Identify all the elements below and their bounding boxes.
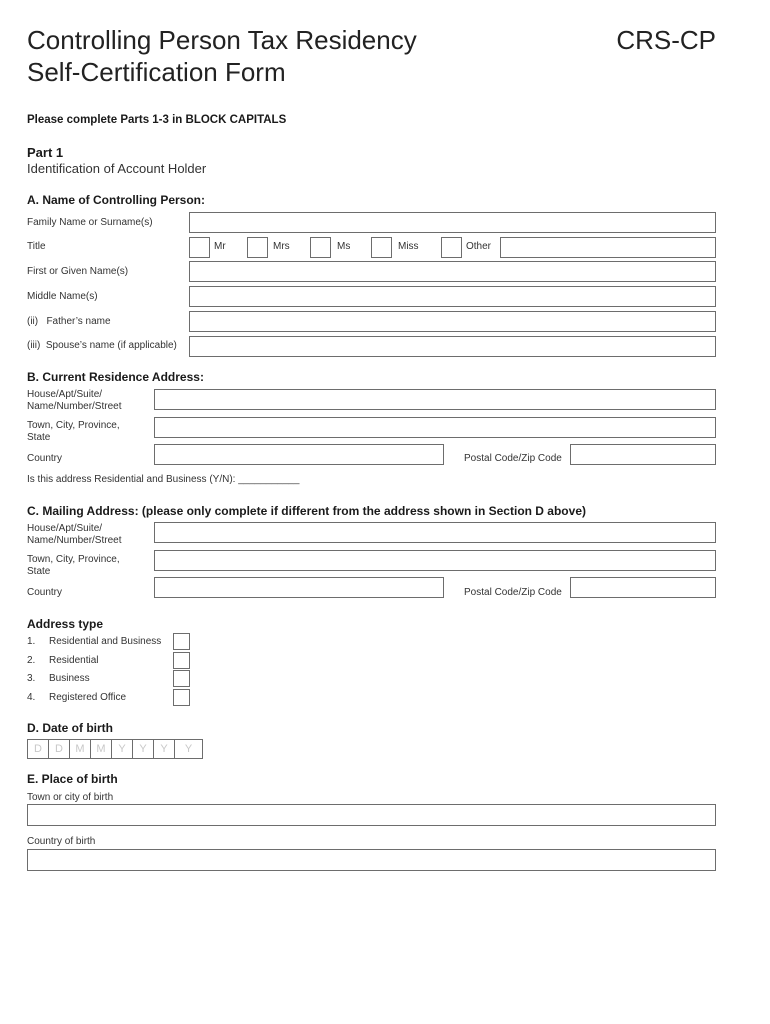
- title-miss-label: Miss: [398, 241, 419, 252]
- b-town-field[interactable]: [154, 417, 716, 438]
- c-country-field[interactable]: [154, 577, 444, 598]
- form-code: CRS-CP: [616, 25, 716, 55]
- middle-name-field[interactable]: [189, 286, 716, 307]
- father-name-label: (ii) Father’s name: [27, 316, 111, 327]
- town-of-birth-field[interactable]: [27, 804, 716, 826]
- title-mr-checkbox[interactable]: [189, 237, 210, 258]
- dob-cell-d2[interactable]: D: [49, 739, 70, 759]
- b-house-label-line1: House/Apt/Suite/: [27, 389, 103, 400]
- middle-name-label: Middle Name(s): [27, 291, 98, 302]
- title-ms-checkbox[interactable]: [310, 237, 331, 258]
- address-type-checkbox-4[interactable]: [173, 689, 190, 706]
- c-town-field[interactable]: [154, 550, 716, 571]
- title-other-checkbox[interactable]: [441, 237, 462, 258]
- address-type-label-2: Residential: [49, 655, 99, 666]
- c-house-label: [27, 523, 121, 547]
- address-type-num-3: 3.: [27, 673, 36, 684]
- father-name-field[interactable]: [189, 311, 716, 332]
- b-house-label: [27, 389, 121, 413]
- spouse-name-label: (iii) Spouse’s name (if applicable): [27, 340, 177, 351]
- dob-cell-d1[interactable]: D: [28, 739, 49, 759]
- first-name-label: First or Given Name(s): [27, 266, 129, 277]
- c-postal-label: Postal Code/Zip Code: [464, 587, 562, 598]
- section-e-heading: E. Place of birth: [27, 772, 118, 786]
- b-country-field[interactable]: [154, 444, 444, 465]
- section-c-heading: C. Mailing Address: (please only complete if different from the address shown in Section D above): [27, 504, 586, 518]
- b-postal-field[interactable]: [570, 444, 716, 465]
- address-type-checkbox-2[interactable]: [173, 652, 190, 669]
- b-residential-question: Is this address Residential and Business (Y/N): ___________: [27, 474, 300, 485]
- c-house-label-line2: Name/Number/Street: [27, 535, 122, 546]
- section-a-heading: A. Name of Controlling Person:: [27, 193, 206, 207]
- title-miss-checkbox[interactable]: [371, 237, 392, 258]
- title-other-field[interactable]: [500, 237, 716, 258]
- town-of-birth-label: Town or city of birth: [27, 792, 114, 803]
- address-type-checkbox-1[interactable]: [173, 633, 190, 650]
- c-country-label: Country: [27, 587, 63, 598]
- c-house-label-line1: House/Apt/Suite/: [27, 523, 103, 534]
- title-mr-label: Mr: [214, 241, 226, 252]
- b-house-label-line2: Name/Number/Street: [27, 401, 122, 412]
- title-other-label: Other: [466, 241, 492, 252]
- c-house-field[interactable]: [154, 522, 716, 543]
- title-ms-label: Ms: [337, 241, 351, 252]
- dob-cell-m2[interactable]: M: [91, 739, 112, 759]
- title-mrs-checkbox[interactable]: [247, 237, 268, 258]
- country-of-birth-field[interactable]: [27, 849, 716, 871]
- address-type-label-4: Registered Office: [49, 692, 127, 703]
- country-of-birth-label: Country of birth: [27, 836, 96, 847]
- form-title: [27, 24, 417, 88]
- dob-cell-y1[interactable]: Y: [112, 739, 133, 759]
- part1-subheading: Identification of Account Holder: [27, 161, 207, 176]
- form-title-line1: Controlling Person Tax Residency: [27, 25, 417, 55]
- c-town-label-line1: Town, City, Province,: [27, 554, 120, 565]
- dob-cell-y2[interactable]: Y: [133, 739, 154, 759]
- title-mrs-label: Mrs: [273, 241, 290, 252]
- dob-cell-y3[interactable]: Y: [154, 739, 175, 759]
- spouse-name-field[interactable]: [189, 336, 716, 357]
- family-name-label: Family Name or Surname(s): [27, 217, 153, 228]
- part1-heading: Part 1: [27, 145, 64, 160]
- b-postal-label: Postal Code/Zip Code: [464, 453, 562, 464]
- address-type-checkbox-3[interactable]: [173, 670, 190, 687]
- b-town-label: [27, 420, 120, 444]
- address-type-num-4: 4.: [27, 692, 36, 703]
- b-house-field[interactable]: [154, 389, 716, 410]
- section-d-heading: D. Date of birth: [27, 721, 113, 735]
- b-country-label: Country: [27, 453, 63, 464]
- first-name-field[interactable]: [189, 261, 716, 282]
- instruction-text: Please complete Parts 1-3 in BLOCK CAPITALS: [27, 114, 287, 126]
- address-type-heading: Address type: [27, 617, 104, 631]
- address-type-label-1: Residential and Business: [49, 636, 162, 647]
- title-label: Title: [27, 241, 46, 252]
- dob-cell-m1[interactable]: M: [70, 739, 91, 759]
- c-postal-field[interactable]: [570, 577, 716, 598]
- address-type-num-2: 2.: [27, 655, 36, 666]
- c-town-label-line2: State: [27, 566, 51, 577]
- family-name-field[interactable]: [189, 212, 716, 233]
- form-title-line2: Self-Certification Form: [27, 57, 286, 87]
- c-town-label: [27, 554, 120, 578]
- address-type-label-3: Business: [49, 673, 90, 684]
- address-type-num-1: 1.: [27, 636, 36, 647]
- b-town-label-line2: State: [27, 432, 51, 443]
- section-b-heading: B. Current Residence Address:: [27, 370, 204, 384]
- b-town-label-line1: Town, City, Province,: [27, 420, 120, 431]
- dob-cell-y4[interactable]: Y: [175, 739, 203, 759]
